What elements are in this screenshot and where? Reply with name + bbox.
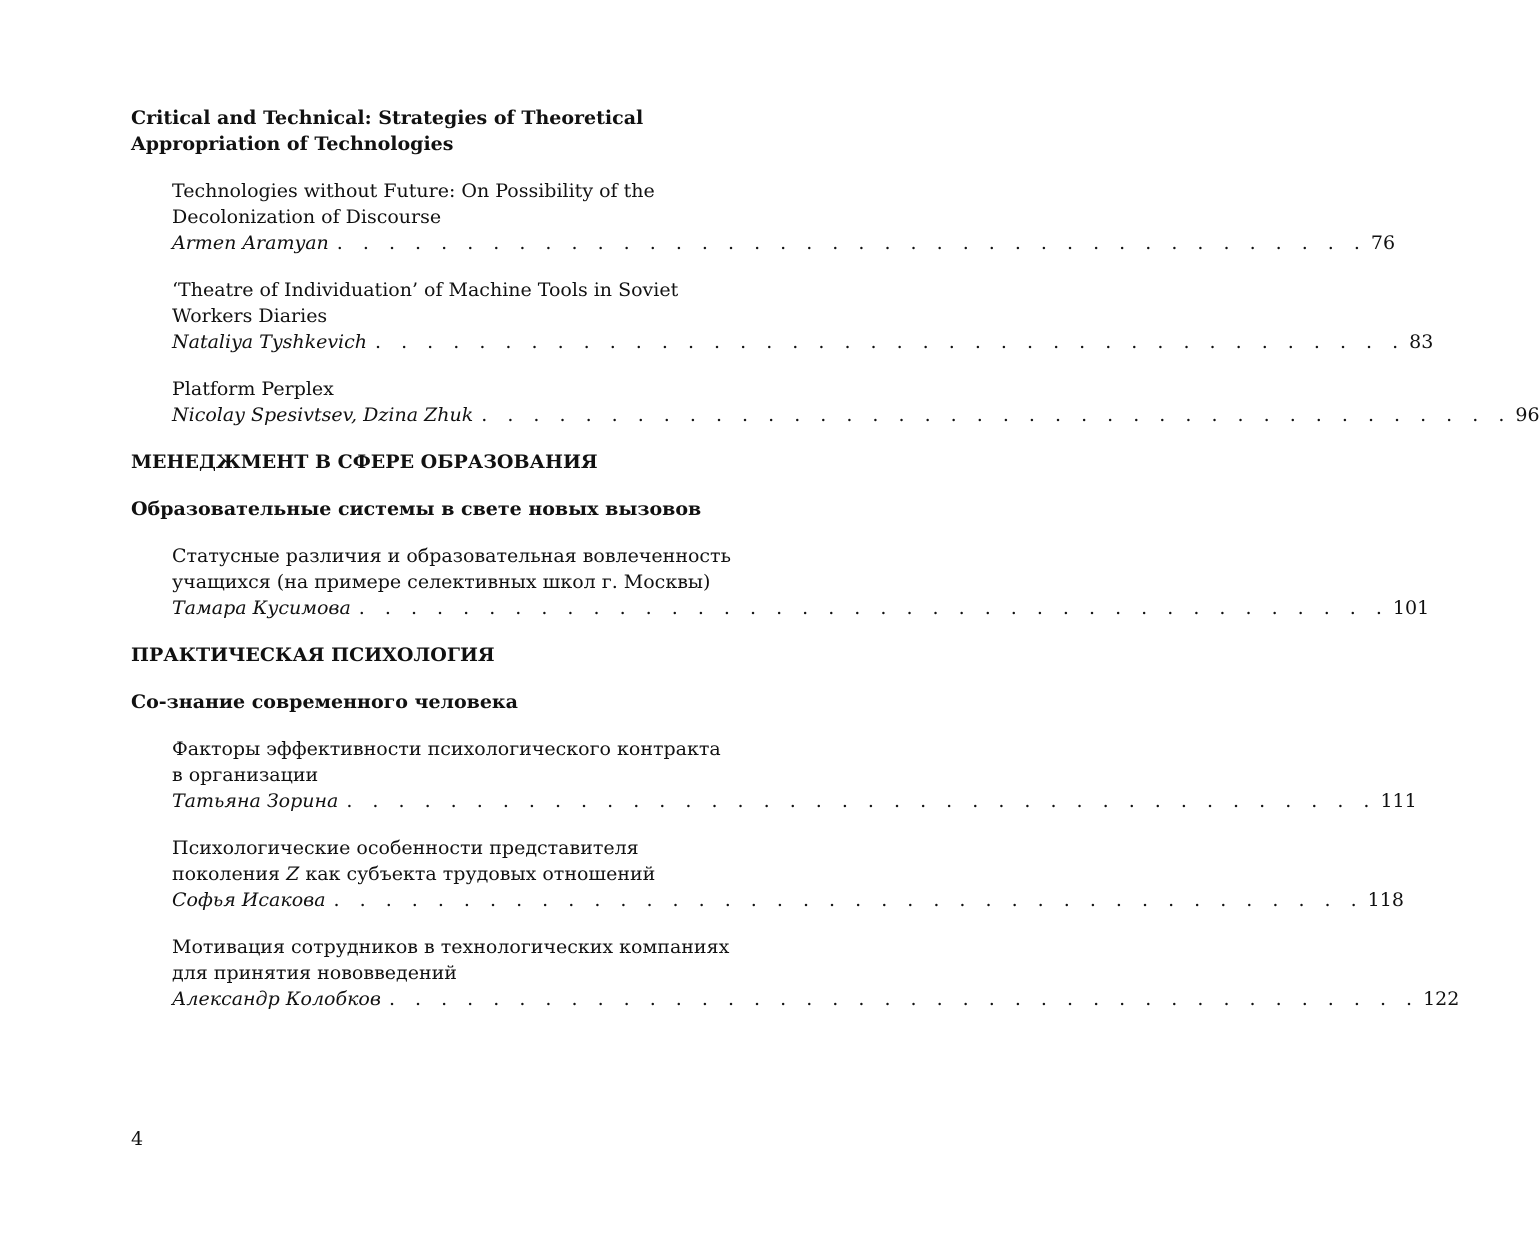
dot-leader: . . . . . . . . . . . . . . . . . . . . . . . . . . . . . . . . . . . . . . . . [358,597,1389,619]
dot-leader: . . . . . . . . . . . . . . . . . . . . . . . . . . . . . . . . . . . . . . . . [375,331,1406,353]
entry-title: Мотивация сотрудников в технологических компаниях для принятия нововведений [172,936,730,984]
dot-leader: . . . . . . . . . . . . . . . . . . . . . . . . . . . . . . . . . . . . . . . . [333,889,1364,911]
entry-author: Тамара Кусимова [172,597,351,619]
dot-leader: . . . . . . . . . . . . . . . . . . . . . . . . . . . . . . . . . . . . . . . . [346,790,1377,812]
toc-entry[interactable] [172,736,1417,814]
section-subheading: Образовательные системы в свете новых вызовов [131,498,702,520]
dot-leader: . . . . . . . . . . . . . . . . . . . . . . . . . . . . . . . . . . . . . . . . [388,988,1420,1010]
entry-title: Platform Perplex [172,378,334,400]
section-heading: МЕНЕДЖМЕНТ В СФЕРЕ ОБРАЗОВАНИЯ [131,451,598,473]
entry-author: Софья Исакова [172,889,326,911]
entry-author: Nicolay Spesivtsev, Dzina Zhuk [172,404,474,426]
toc-entry[interactable] [172,543,1430,621]
entry-title: Technologies without Future: On Possibility of the Decolonization of Discourse [172,180,655,228]
section-heading: ПРАКТИЧЕСКАЯ ПСИХОЛОГИЯ [131,644,495,666]
entry-author: Александр Колобков [172,988,381,1010]
entry-page-number: 111 [1380,790,1417,812]
entry-author: Татьяна Зорина [172,790,339,812]
entry-page-number: 96 [1515,404,1540,426]
section-subheading: Со-знание современного человека [131,691,518,713]
page-number: 4 [131,1128,144,1150]
entry-title: Статусные различия и образовательная вовлеченность учащихся (на примере селективных школ г. Москвы) [172,545,731,593]
entry-title: Психологические особенности представителя поколения Z как субъекта трудовых отношений [172,837,656,885]
entry-title: ‘Theatre of Individuation’ of Machine Tools in Soviet Workers Diaries [172,279,679,327]
entry-title-italic: Z [286,863,300,885]
dot-leader: . . . . . . . . . . . . . . . . . . . . . . . . . . . . . . . . . . . . . . . . [481,404,1512,426]
toc-entry[interactable] [172,835,1404,913]
toc-entry[interactable] [172,178,1396,256]
entry-author: Nataliya Tyshkevich [172,331,368,353]
entry-author: Armen Aramyan [172,232,329,254]
table-of-contents [131,105,1540,1012]
entry-page-number: 118 [1367,889,1404,911]
toc-entry[interactable] [172,277,1434,355]
entry-page-number: 101 [1392,597,1430,619]
entry-page-number: 76 [1370,232,1396,254]
toc-entry[interactable] [172,376,1540,428]
entry-page-number: 122 [1423,988,1460,1010]
toc-entry[interactable] [172,934,1460,1012]
section-subheading: Critical and Technical: Strategies of Theoretical Appropriation of Technologies [131,107,644,155]
entry-title: Факторы эффективности психологического контракта в организации [172,738,721,786]
dot-leader: . . . . . . . . . . . . . . . . . . . . . . . . . . . . . . . . . . . . . . . . [336,232,1367,254]
entry-page-number: 83 [1409,331,1434,353]
